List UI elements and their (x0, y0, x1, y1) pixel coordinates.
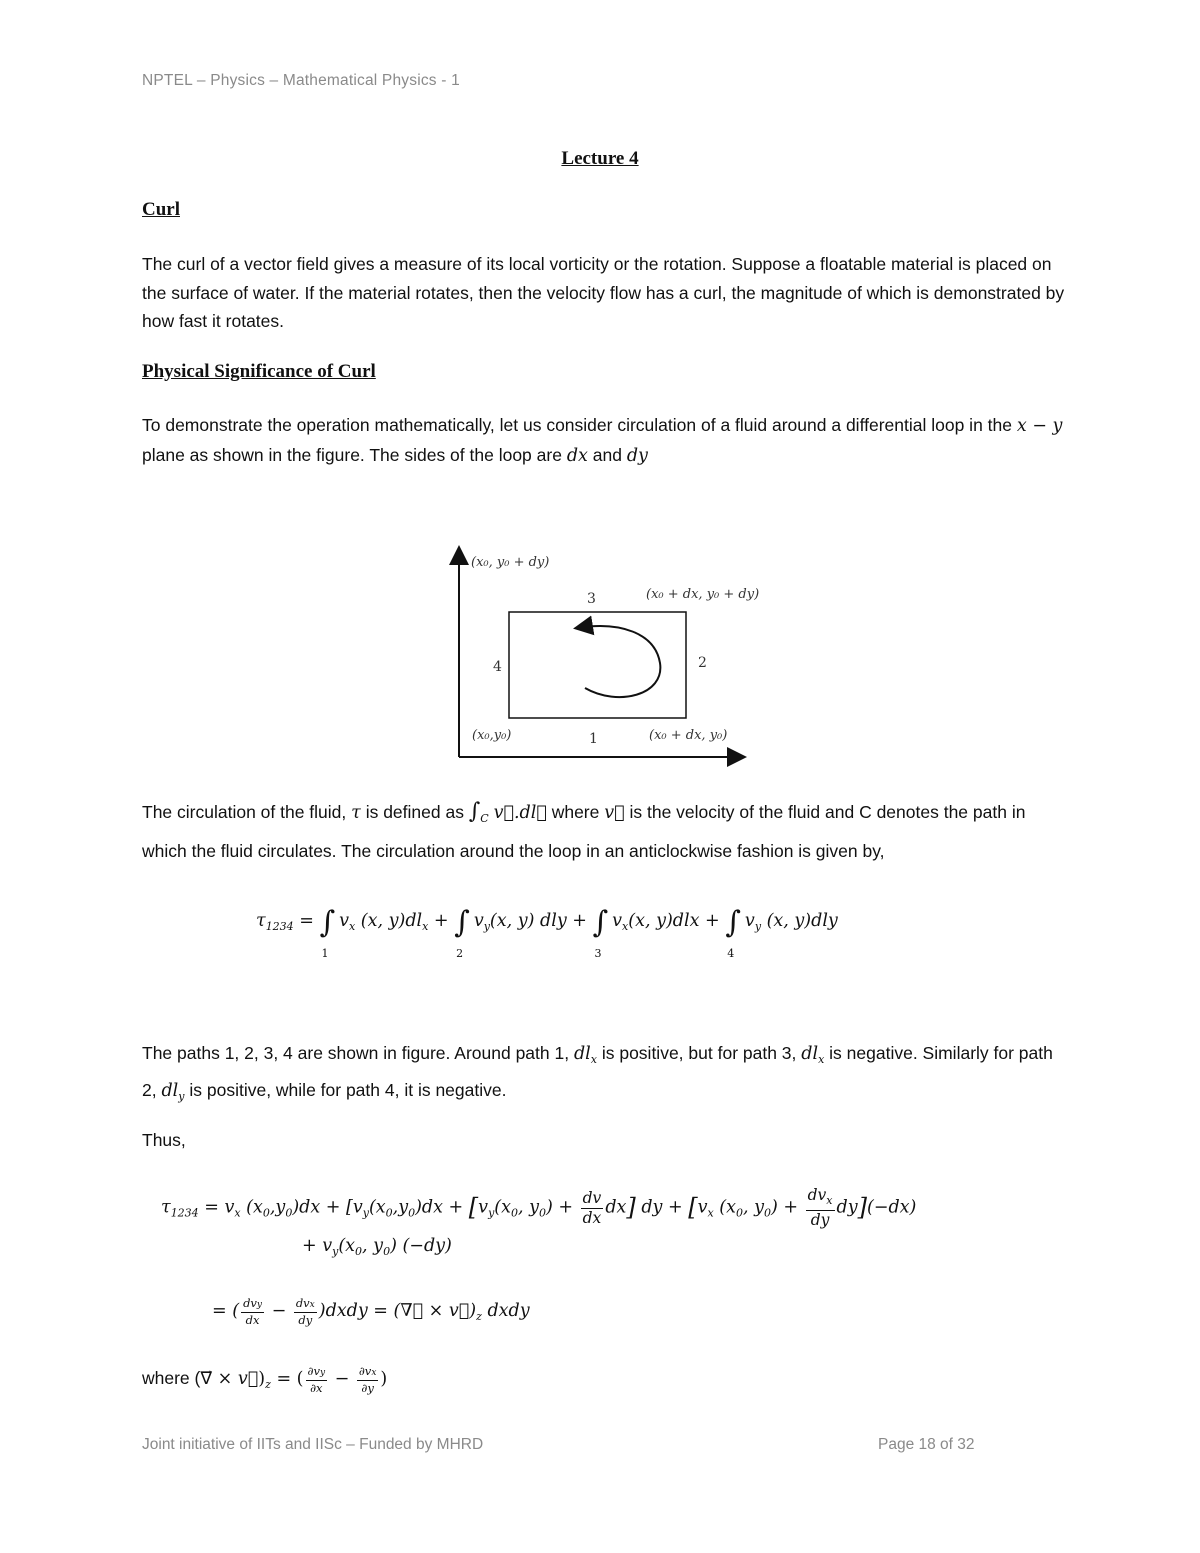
intro-paragraph: The curl of a vector field gives a measure of its local vorticity or the rotation. Suppose a floatable material is placed on the surface of water. If the material rotates, then the velocity flow has a curl, the magnitude of which is demonstrated by how fast it rotates. (142, 254, 1065, 331)
fraction-denominator: dy (298, 1313, 313, 1327)
text-run: where (546, 802, 605, 822)
fraction-numerator (357, 1364, 379, 1381)
eq-sub: 0 (539, 1206, 546, 1220)
footer-left: Joint initiative of IITs and IISc – Funded by MHRD (142, 1436, 484, 1453)
eq-lhs-sub: 1234 (265, 920, 294, 933)
label-bottom-left: (x₀,y₀) (472, 728, 512, 743)
eq-term: ∂v (358, 1364, 372, 1378)
paths-paragraph (142, 1038, 1067, 1112)
math-dl: dl (161, 1081, 179, 1101)
heading-physical-significance: Physical Significance of Curl (142, 361, 376, 382)
eq-sub: x (371, 1368, 377, 1378)
eq-sub: x (349, 920, 356, 933)
text-run: To demonstrate the operation mathematically, let us consider circulation of a fluid around a differential loop in the (142, 415, 1017, 435)
text-run: is positive, but for path 3, (596, 1043, 802, 1063)
eq-plus: + (428, 911, 449, 931)
eq-sub: x (622, 920, 629, 933)
eq-term: (x (368, 1197, 386, 1218)
eq-sub: 0 (763, 1206, 771, 1220)
nabla-symbol: ∇⃗ (400, 1301, 424, 1321)
integral-sign: ∫ (319, 905, 336, 940)
label-top-right: (x₀ + dx, y₀ + dy) (646, 587, 760, 602)
eq-sub: y (362, 1206, 369, 1220)
label-side-2: 2 (698, 655, 707, 671)
eq-term: v⃗ (448, 1301, 470, 1321)
eq-bracket: ] (857, 1193, 867, 1222)
eq-sub: y (332, 1245, 339, 1258)
eq-sub: 1234 (170, 1206, 199, 1220)
fraction-numerator: dv (582, 1188, 602, 1207)
eq-term: ) (380, 1369, 388, 1389)
fraction-numerator (806, 1186, 835, 1211)
fraction-partial-vx-y (357, 1364, 379, 1395)
eq-sub: 0 (383, 1245, 391, 1258)
eq-term: , y (742, 1197, 764, 1218)
eq-term: (x (713, 1197, 736, 1218)
eq-sub: 0 (408, 1206, 416, 1220)
eq-term: v (744, 911, 755, 931)
math-v: v⃗ (604, 803, 625, 823)
eq-term: τ (161, 1197, 171, 1218)
fraction-denominator: dx (582, 1208, 602, 1227)
eq-lhs: τ (256, 911, 266, 931)
label-top-left: (x₀, y₀ + dy) (471, 555, 550, 570)
eq-term: )dx + [v (292, 1197, 363, 1218)
math-sub: x (590, 1053, 597, 1066)
eq-term: )dx + (415, 1197, 469, 1218)
eq-sub: 0 (262, 1206, 270, 1220)
math-xy: x − y (1016, 416, 1063, 436)
eq-sub: y (483, 920, 490, 933)
integral-limit: 1 (321, 947, 329, 960)
text-run: is the velocity of the fluid and C denotes the path in which the fluid circulates. The circulation around the loop in an anticlockwise fashion is given by, (142, 802, 1026, 861)
eq-sub: y (319, 1368, 326, 1378)
eq-equals: = (293, 911, 320, 931)
eq-term: ,y (269, 1197, 286, 1218)
label-side-1: 1 (589, 731, 598, 747)
eq-sub: x (234, 1206, 241, 1220)
eq-term: (x (338, 1236, 356, 1256)
math-sub: y (178, 1090, 185, 1103)
fraction-numerator (306, 1364, 328, 1381)
text-run: is positive, while for path 4, it is negative. (184, 1080, 507, 1100)
eq-sub: z (265, 1378, 271, 1391)
curl-result-equation (212, 1296, 530, 1327)
integral-limit: 2 (456, 947, 464, 960)
eq-sub: x (707, 1206, 714, 1220)
integral-3 (592, 905, 609, 960)
fraction-numerator (241, 1296, 264, 1313)
circulation-integral-equation (256, 905, 838, 960)
eq-term: v (612, 911, 623, 931)
integral-4 (725, 905, 741, 960)
eq-term: ) + (546, 1197, 579, 1218)
fraction-dvx-dy (806, 1186, 835, 1230)
integral-sign: ∫ (468, 799, 481, 824)
math-dl: dl (573, 1044, 591, 1064)
eq-term: (x (240, 1197, 263, 1218)
eq-term: ) (469, 1301, 477, 1321)
fraction-dv-dx (581, 1189, 604, 1228)
eq-term: (x, y)dly (761, 911, 838, 931)
eq-term: dy + (635, 1197, 689, 1218)
math-tau: τ (351, 803, 361, 823)
fraction-denominator: dy (810, 1211, 830, 1229)
curl-definition-equation (142, 1364, 387, 1395)
eq-term: dy (836, 1197, 858, 1218)
eq-term: ) (−dy) (390, 1236, 452, 1256)
eq-term: dv (807, 1186, 827, 1204)
eq-term: v (478, 1197, 489, 1218)
fraction-denominator: dx (245, 1313, 260, 1327)
eq-term: (x (494, 1197, 511, 1218)
math-dy: dy (626, 445, 648, 466)
fraction-partial-vy-x (306, 1364, 328, 1395)
eq-term: − (266, 1301, 292, 1321)
loop-paragraph (142, 411, 1067, 470)
cross-symbol: × (423, 1301, 449, 1321)
eq-sub: x (309, 1300, 315, 1310)
integral-2 (454, 905, 470, 960)
eq-sub: 0 (285, 1206, 293, 1220)
fraction-dvx-dy (294, 1296, 317, 1327)
eq-bracket: ] (626, 1193, 636, 1222)
eq-term: , y (517, 1197, 539, 1218)
eq-term: , y (362, 1236, 384, 1256)
eq-bracket: [ (468, 1193, 479, 1222)
eq-term: (x, y)dl (355, 911, 423, 931)
circulation-paragraph (142, 796, 1067, 867)
eq-term: v (697, 1197, 708, 1218)
text-run: is negative. Similarly for path 2, (142, 1043, 1053, 1100)
integral-1 (319, 905, 336, 960)
eq-term: )dxdy = ( (318, 1301, 401, 1321)
thus-text: Thus, (142, 1130, 186, 1150)
integral-limit: 4 (727, 947, 735, 960)
cross-symbol: × (212, 1369, 238, 1389)
math-vdl: v⃗.dl⃗ (493, 803, 547, 823)
footer-page-number: Page 18 of 32 (878, 1436, 975, 1453)
eq-term: dv (243, 1296, 257, 1310)
math-c: C (480, 812, 489, 825)
fraction-numerator (294, 1296, 317, 1313)
text-run: The paths 1, 2, 3, 4 are shown in figure. Around path 1, (142, 1043, 574, 1063)
eq-term: = ( (212, 1301, 240, 1321)
eq-term: − (329, 1369, 355, 1389)
eq-term: (−dx) (866, 1197, 917, 1218)
eq-term: = ( (270, 1369, 304, 1389)
integral-sign: ∫ (725, 905, 741, 940)
eq-term: dv (295, 1296, 310, 1310)
fraction-denominator: ∂x (310, 1381, 323, 1395)
eq-term: ) + (770, 1197, 804, 1218)
eq-sub: 0 (355, 1245, 363, 1258)
eq-term: v (339, 911, 350, 931)
text-run: and (587, 444, 627, 465)
eq-sub: 0 (510, 1206, 518, 1220)
eq-sub: y (754, 920, 762, 933)
integral-sign: ∫ (592, 905, 609, 940)
eq-term: dxdy (481, 1301, 530, 1321)
eq-term: where ( (142, 1368, 201, 1388)
nabla-symbol: ∇⃗ (200, 1369, 213, 1389)
label-side-3: 3 (587, 591, 596, 607)
eq-sub: x (422, 920, 429, 933)
text-run: The circulation of the fluid, (142, 802, 352, 822)
eq-term: v (473, 911, 484, 931)
eq-term: dx (605, 1197, 627, 1218)
eq-term: v⃗ (237, 1369, 259, 1389)
eq-term: (x, y)dlx + (628, 911, 720, 931)
eq-term: = v (198, 1197, 235, 1218)
eq-term: ∂v (307, 1364, 320, 1378)
fraction-dvy-dx (241, 1296, 264, 1327)
eq-term: (x, y) dly + (489, 911, 587, 931)
math-dl: dl (801, 1044, 819, 1064)
heading-curl: Curl (142, 199, 180, 220)
math-dx: dx (566, 445, 588, 466)
eq-term: + v (302, 1236, 333, 1256)
integral-sign: ∫ (454, 905, 470, 940)
circulation-expansion-line1 (161, 1186, 916, 1230)
circulation-arrow (577, 626, 660, 697)
eq-sub: z (476, 1310, 482, 1323)
math-sub: x (818, 1053, 825, 1066)
eq-sub: y (256, 1300, 263, 1310)
integral-limit: 3 (594, 947, 602, 960)
fraction-denominator: ∂y (361, 1381, 374, 1395)
eq-sub: 0 (385, 1206, 393, 1220)
page-header: NPTEL – Physics – Mathematical Physics - 1 (142, 72, 460, 89)
label-bottom-right: (x₀ + dx, y₀) (649, 728, 728, 743)
eq-sub: x (826, 1194, 833, 1207)
eq-term: ,y (392, 1197, 409, 1218)
label-side-4: 4 (493, 659, 502, 675)
lecture-title: Lecture 4 (561, 148, 639, 169)
eq-term: ) (258, 1369, 266, 1389)
circulation-loop-figure (440, 535, 760, 770)
text-run: is defined as (360, 802, 469, 822)
text-run: plane as shown in the figure. The sides of the loop are (142, 444, 567, 465)
eq-sub: y (488, 1206, 495, 1220)
eq-bracket: [ (688, 1193, 698, 1222)
circulation-expansion-line2 (302, 1236, 452, 1258)
eq-sub: 0 (735, 1206, 743, 1220)
